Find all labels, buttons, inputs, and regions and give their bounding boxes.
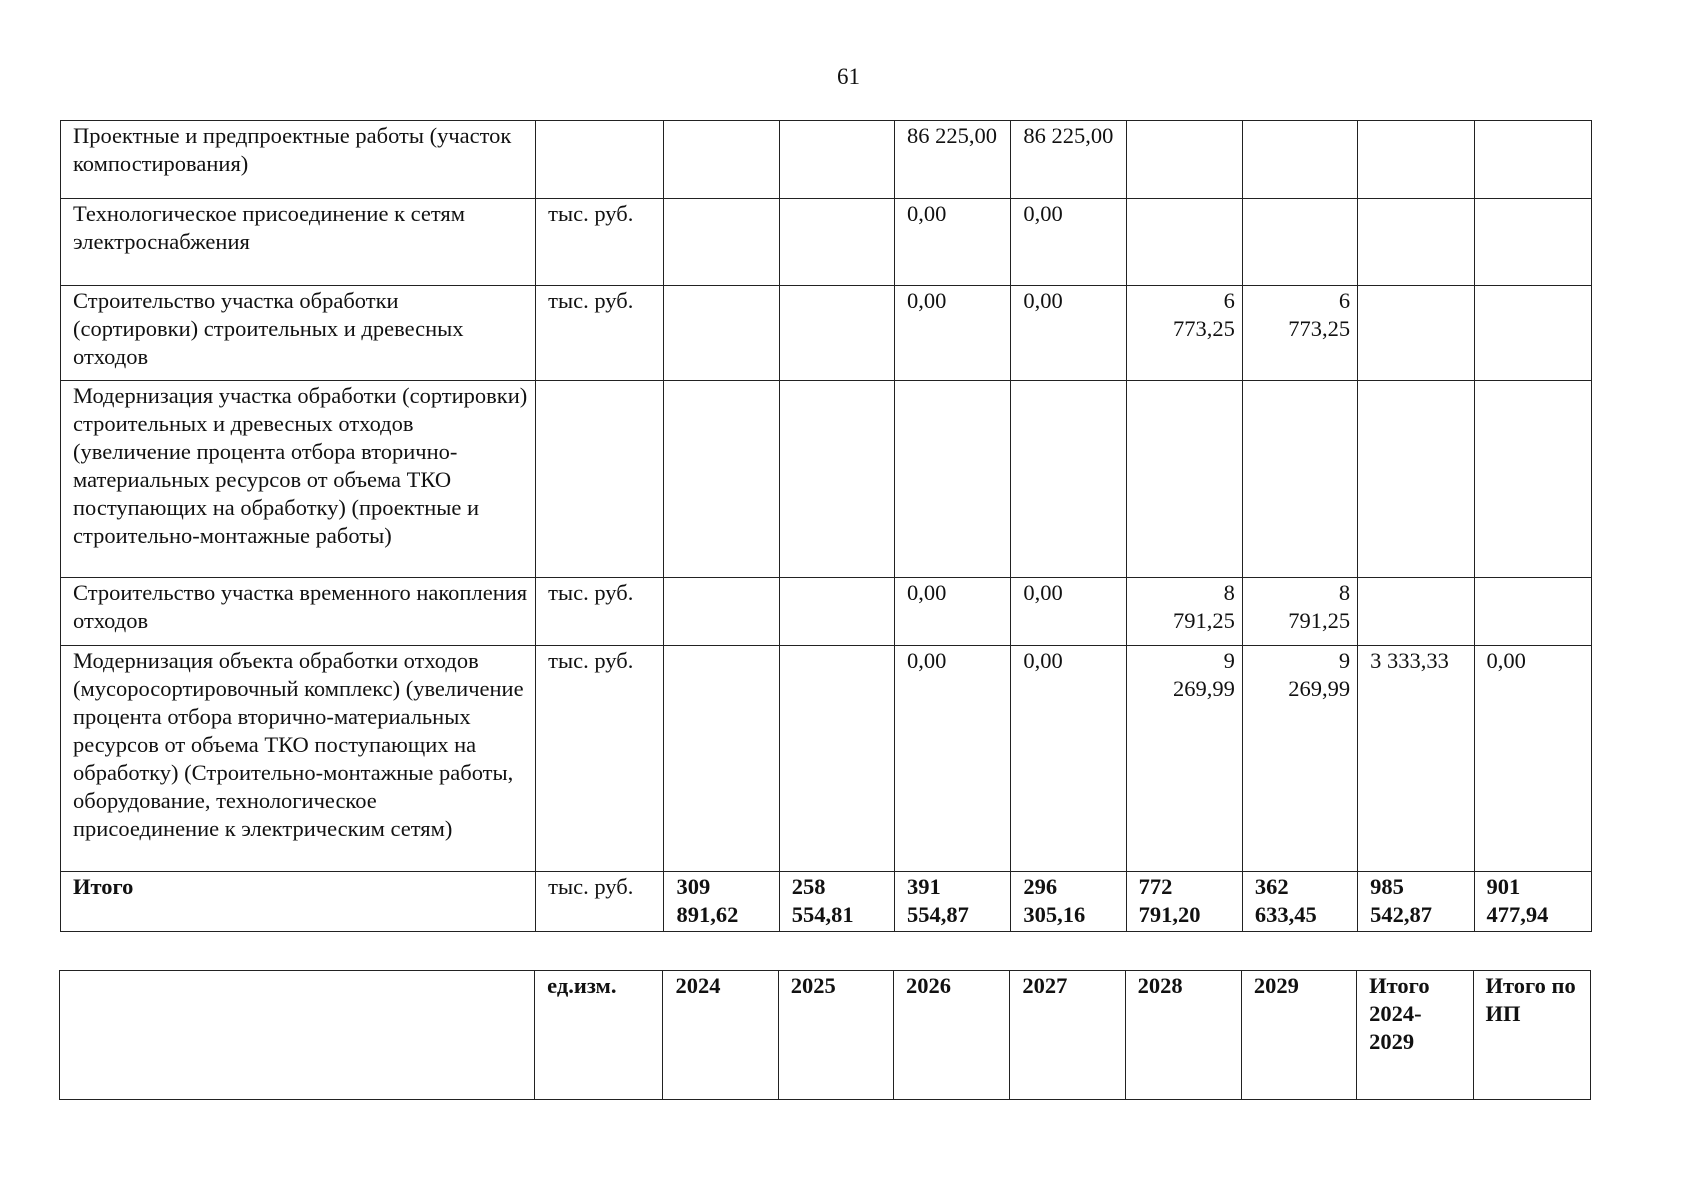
table-row: [61, 286, 1592, 381]
header-2029: 2029: [1241, 971, 1356, 1100]
value-line: 9: [1223, 648, 1235, 673]
header-total-ip: Итого по ИП: [1473, 971, 1591, 1100]
cell-2027: 0,00: [1011, 646, 1126, 872]
cell-2027: 86 225,00: [1011, 121, 1126, 199]
value-line: 269,99: [1288, 676, 1351, 701]
header-row: [60, 971, 1591, 1100]
cell-2029: [1242, 121, 1357, 199]
cell-2026: 0,00: [894, 578, 1010, 646]
cell-2025: [779, 199, 894, 286]
total-2025: 258 554,81: [779, 872, 894, 932]
row-name: Проектные и предпроектные работы (участок компостирования): [61, 121, 536, 199]
row-unit: тыс. руб.: [536, 286, 664, 381]
row-name: Технологическое присоединение к сетям электроснабжения: [61, 199, 536, 286]
cell-2026: [894, 381, 1010, 578]
header-2026: 2026: [893, 971, 1009, 1100]
cell-total-2024-2029: [1358, 199, 1474, 286]
column-header-table: [59, 970, 1591, 1100]
header-name: [60, 971, 535, 1100]
total-label: Итого: [61, 872, 536, 932]
cell-total-ip: 0,00: [1474, 646, 1592, 872]
cell-2025: [779, 121, 894, 199]
cell-2025: [779, 381, 894, 578]
row-name: Модернизация участка обработки (сортировки) строительных и древесных отходов (увеличение процента отбора вторично-материальных ресурсов от объема ТКО поступающих на обработку) (проектные и строительно-монтажные работы): [61, 381, 536, 578]
header-2025: 2025: [778, 971, 893, 1100]
cell-2024: [664, 199, 779, 286]
value-line: 6: [1223, 288, 1235, 313]
table-row: [61, 121, 1592, 199]
cell-2024: [664, 286, 779, 381]
cell-2025: [779, 286, 894, 381]
row-name: Строительство участка временного накопления отходов: [61, 578, 536, 646]
header-2028: 2028: [1125, 971, 1241, 1100]
total-2024: 309 891,62: [664, 872, 779, 932]
cell-2024: [664, 578, 779, 646]
total-2029: 362 633,45: [1242, 872, 1357, 932]
value-line: 9: [1338, 648, 1351, 673]
cell-total-2024-2029: [1358, 578, 1474, 646]
value-line: 6: [1338, 288, 1351, 313]
table-row: [61, 381, 1592, 578]
cell-2027: 0,00: [1011, 578, 1126, 646]
cell-total-ip: [1474, 381, 1592, 578]
cell-2029: [1242, 646, 1357, 872]
row-name: Строительство участка обработки (сортировки) строительных и древесных отходов: [61, 286, 536, 381]
row-unit: [536, 121, 664, 199]
total-2026: 391 554,87: [894, 872, 1010, 932]
cell-total-2024-2029: 3 333,33: [1358, 646, 1474, 872]
cell-2029: [1242, 578, 1357, 646]
cell-total-ip: [1474, 121, 1592, 199]
table-row: [61, 578, 1592, 646]
value-line: 8: [1338, 580, 1351, 605]
cell-2025: [779, 578, 894, 646]
value-line: 8: [1223, 580, 1235, 605]
total-ip: 901 477,94: [1474, 872, 1592, 932]
cell-2028: [1126, 121, 1242, 199]
header-2024: 2024: [663, 971, 778, 1100]
table-row: [61, 646, 1592, 872]
row-unit: тыс. руб.: [536, 199, 664, 286]
cell-2028: [1126, 199, 1242, 286]
cell-2027: [1011, 381, 1126, 578]
cell-2026: 0,00: [894, 286, 1010, 381]
cell-total-2024-2029: [1358, 381, 1474, 578]
cell-2028: [1126, 381, 1242, 578]
cell-2026: 0,00: [894, 199, 1010, 286]
total-2027: 296 305,16: [1011, 872, 1126, 932]
cell-2028: [1126, 286, 1242, 381]
value-line: 791,25: [1173, 608, 1235, 633]
row-name: Модернизация объекта обработки отходов (мусоросортировочный комплекс) (увеличение процента отбора вторично-материальных ресурсов от объема ТКО поступающих на обработку) (Строительно-монтажные работы, оборудование, технологическое присоединение к электрическим сетям): [61, 646, 536, 872]
page-number: 61: [837, 64, 860, 89]
total-unit: тыс. руб.: [536, 872, 664, 932]
cell-2028: [1126, 646, 1242, 872]
cell-2025: [779, 646, 894, 872]
header-unit: ед.изм.: [535, 971, 663, 1100]
value-line: 773,25: [1288, 316, 1351, 341]
cell-total-2024-2029: [1358, 121, 1474, 199]
value-line: 269,99: [1173, 676, 1235, 701]
cell-2029: [1242, 381, 1357, 578]
cell-2029: [1242, 286, 1357, 381]
header-2027: 2027: [1010, 971, 1125, 1100]
cell-total-2024-2029: [1358, 286, 1474, 381]
cell-2029: [1242, 199, 1357, 286]
total-2024-2029: 985 542,87: [1358, 872, 1474, 932]
investment-program-table: [60, 120, 1592, 932]
header-total-2024-2029: Итого 2024-2029: [1357, 971, 1473, 1100]
row-unit: [536, 381, 664, 578]
cell-2026: 86 225,00: [894, 121, 1010, 199]
cell-2027: 0,00: [1011, 286, 1126, 381]
cell-2026: 0,00: [894, 646, 1010, 872]
cell-total-ip: [1474, 578, 1592, 646]
table-row: [61, 199, 1592, 286]
cell-2024: [664, 646, 779, 872]
cell-2028: [1126, 578, 1242, 646]
row-unit: тыс. руб.: [536, 646, 664, 872]
total-2028: 772 791,20: [1126, 872, 1242, 932]
cell-2024: [664, 381, 779, 578]
cell-2024: [664, 121, 779, 199]
value-line: 773,25: [1173, 316, 1235, 341]
cell-2027: 0,00: [1011, 199, 1126, 286]
total-row: [61, 872, 1592, 932]
cell-total-ip: [1474, 286, 1592, 381]
cell-total-ip: [1474, 199, 1592, 286]
value-line: 791,25: [1288, 608, 1351, 633]
row-unit: тыс. руб.: [536, 578, 664, 646]
